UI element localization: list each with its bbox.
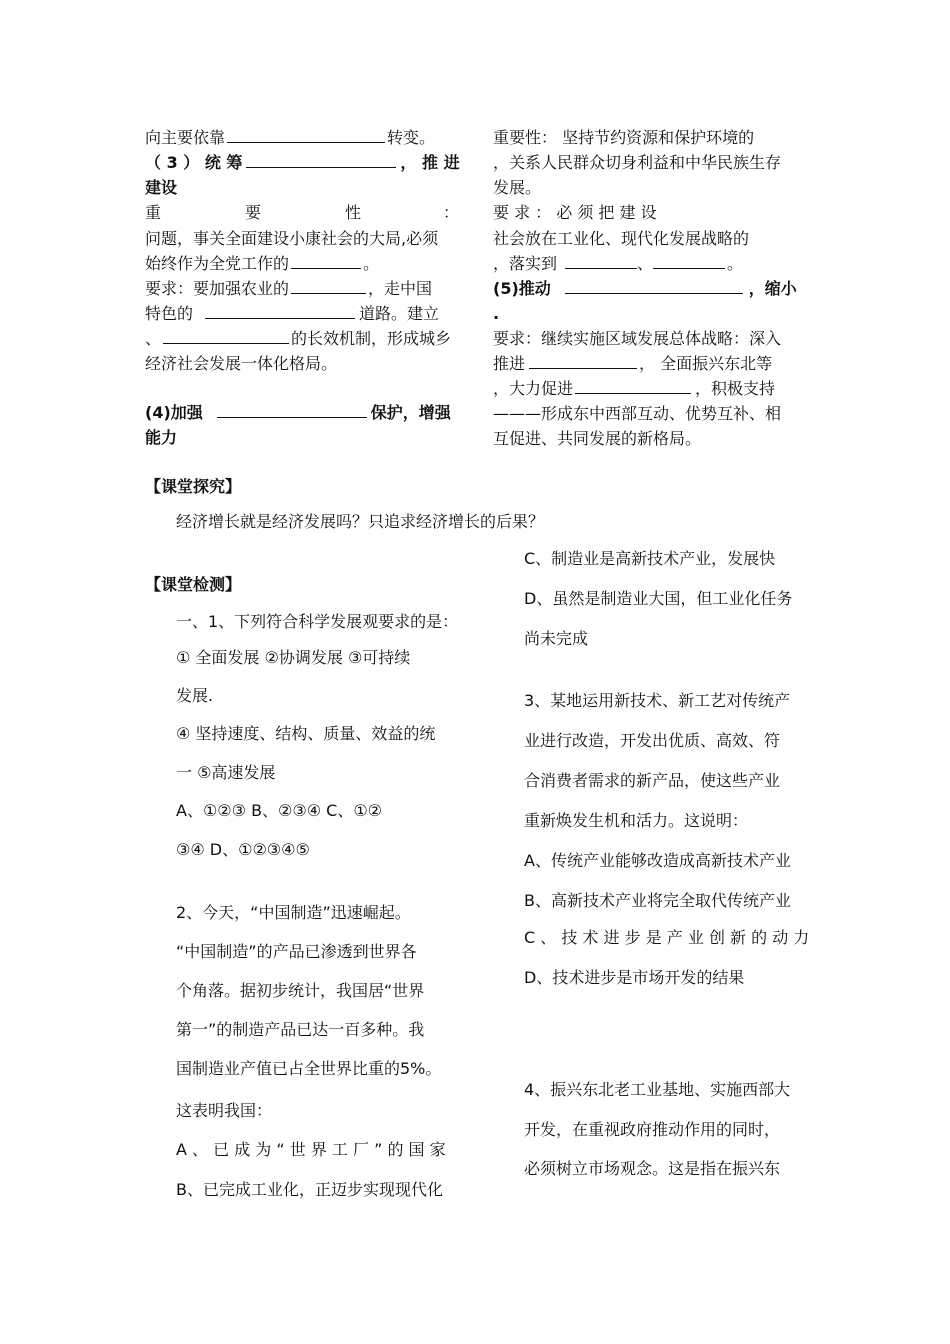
fill-blank[interactable] (653, 254, 725, 269)
q2-option-c: C、制造业是高新技术产业，发展快 (524, 549, 776, 568)
q3-option-c: C 、 技 术 进 步 是 产 业 创 新 的 动 力 (524, 928, 810, 947)
q2-option-a: A 、 已 成 为 “ 世 界 工 厂 ” 的 国 家 (176, 1140, 446, 1159)
q3-option-a: A、传统产业能够改造成高新技术产业 (524, 851, 791, 870)
right-line-13: 互促进、共同发展的新格局。 (493, 429, 702, 448)
right-line-6: ，落实到 、 。 (493, 254, 744, 273)
left-line-3: 建设 (145, 178, 178, 197)
left-line-8: 特色的 道路。建立 (145, 304, 440, 323)
fill-blank[interactable] (575, 379, 691, 394)
right-line-2: ，关系人民群众切身利益和中华民族生存 (493, 153, 782, 172)
explore-heading: 【课堂探究】 (145, 477, 242, 496)
q2-option-d: D、虽然是制造业大国，但工业化任务 (524, 589, 793, 608)
left-line-11: (4)加强 保护，增强 (145, 403, 451, 422)
q3-line: 业进行改造，开发出优质、高效、符 (524, 731, 781, 750)
fill-blank[interactable] (529, 354, 637, 369)
left-line-1: 向主要依靠 转变。 (145, 128, 436, 147)
q3-line: 合消费者需求的新产品，使这些产业 (524, 771, 781, 790)
fill-blank[interactable] (291, 279, 366, 294)
q3-line: 3、某地运用新技术、新工艺对传统产 (524, 691, 791, 710)
q2-line: 第一”的制造产品已达一百多种。我 (176, 1020, 425, 1039)
q1-line: A、①②③ B、②③④ C、①② (176, 801, 383, 820)
left-line-5: 问题，事关全面建设小康社会的大局,必须 (145, 229, 439, 248)
q1-line: 一、1、下列符合科学发展观要求的是： (176, 612, 459, 631)
q1-line: 一 ⑤高速发展 (176, 763, 276, 782)
q2-line: 国制造业产值已占全世界比重的5%。 (176, 1059, 442, 1078)
right-line-1: 重要性： 坚持节约资源和保护环境的 (493, 128, 755, 147)
q1-line: ③④ D、①②③④⑤ (176, 840, 310, 859)
q2-line: 这表明我国： (176, 1101, 273, 1120)
q3-option-d: D、技术进步是市场开发的结果 (524, 968, 745, 987)
left-line-6: 始终作为全党工作的 。 (145, 254, 380, 273)
q3-line: 重新焕发生机和活力。这说明： (524, 811, 749, 830)
test-heading: 【课堂检测】 (145, 575, 242, 594)
right-line-4: 要 求 ： 必 须 把 建 设 (493, 203, 657, 222)
left-line-4: 重 要 性 ： (145, 203, 460, 222)
fill-blank[interactable] (291, 254, 361, 269)
fill-blank[interactable] (163, 329, 289, 344)
q2-line: “中国制造”的产品已渗透到世界各 (176, 942, 417, 961)
q2-line: 个角落。据初步统计，我国居“世界 (176, 981, 425, 1000)
q2-option-d-cont: 尚未完成 (524, 629, 589, 648)
q1-line: ① 全面发展 ②协调发展 ③可持续 (176, 648, 411, 667)
fill-blank[interactable] (217, 403, 367, 418)
q2-option-b: B、已完成工业化，正迈步实现现代化 (176, 1180, 443, 1199)
left-line-12: 能力 (145, 428, 178, 447)
right-line-9: 要求：继续实施区域发展总体战略：深入 (493, 329, 782, 348)
left-line-9: 、 的长效机制，形成城乡 (145, 329, 452, 348)
q1-line: ④ 坚持速度、结构、质量、效益的统 (176, 724, 436, 743)
right-line-7: (5)推动 ，缩小 (493, 279, 797, 298)
q1-line: 发展. (176, 686, 214, 705)
right-line-8: . (493, 304, 500, 323)
right-line-11: ，大力促进 ，积极支持 (493, 379, 776, 398)
left-line-2: （ 3 ） 统 筹 ， 推 进 (145, 153, 460, 172)
q2-line: 2、今天，“中国制造”迅速崛起。 (176, 903, 411, 922)
fill-blank[interactable] (565, 254, 637, 269)
right-line-3: 发展。 (493, 178, 542, 197)
fill-blank[interactable] (227, 128, 385, 143)
q3-option-b: B、高新技术产业将完全取代传统产业 (524, 891, 791, 910)
left-line-10: 经济社会发展一体化格局。 (145, 354, 338, 373)
right-line-10: 推进 ， 全面振兴东北等 (493, 354, 773, 373)
fill-blank[interactable] (565, 279, 743, 294)
right-line-12: ———形成东中西部互动、优势互补、相 (493, 404, 782, 423)
fill-blank[interactable] (205, 304, 355, 319)
q4-line: 4、振兴东北老工业基地、实施西部大 (524, 1080, 791, 1099)
q4-line: 必须树立市场观念。这是指在振兴东 (524, 1159, 781, 1178)
left-line-7: 要求：要加强农业的 ，走中国 (145, 279, 433, 298)
q4-line: 开发，在重视政府推动作用的同时， (524, 1120, 781, 1139)
explore-question: 经济增长就是经济发展吗？只追求经济增长的后果？ (176, 512, 545, 531)
right-line-5: 社会放在工业化、现代化发展战略的 (493, 229, 750, 248)
fill-blank[interactable] (246, 153, 396, 168)
